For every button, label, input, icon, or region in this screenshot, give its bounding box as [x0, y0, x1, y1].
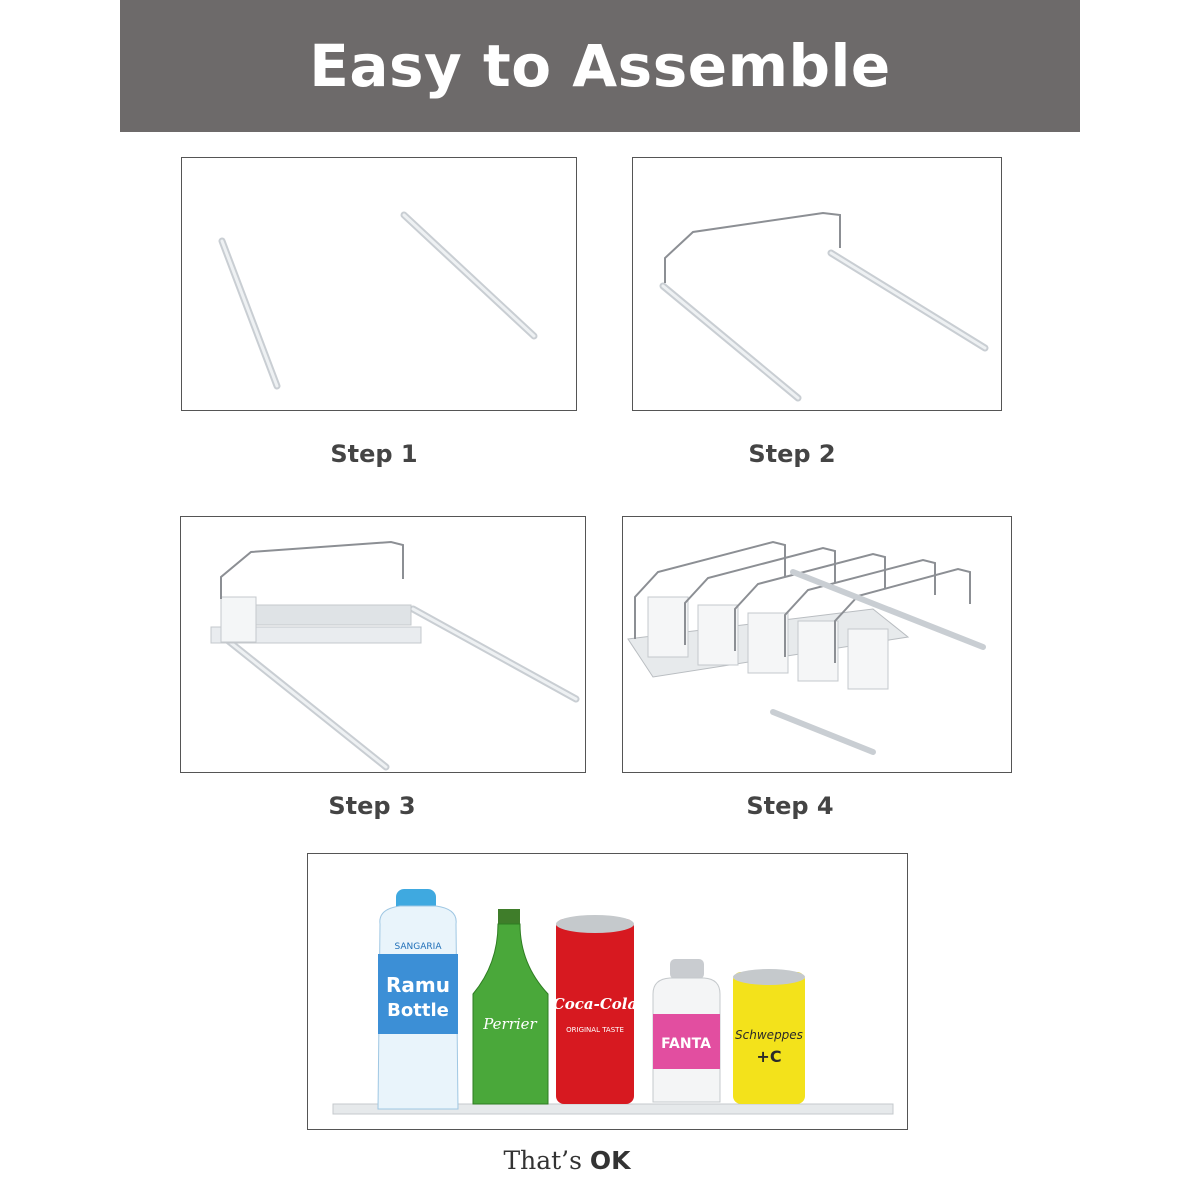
step-2-label: Step 2: [748, 440, 836, 468]
page-title: Easy to Assemble: [309, 32, 891, 100]
step-4-image: [622, 516, 1012, 773]
step-3-label: Step 3: [328, 792, 416, 820]
ramu-bottle-icon: [378, 889, 458, 1109]
svg-text:Coca-Cola: Coca-Cola: [552, 995, 638, 1013]
result-image: [307, 853, 908, 1130]
svg-text:+C: +C: [756, 1047, 782, 1066]
cola-can-icon: [553, 915, 637, 1104]
rail-with-divider-illustration: [633, 158, 1000, 409]
full-organizer-illustration: [623, 517, 1010, 771]
svg-text:ORIGINAL TASTE: ORIGINAL TASTE: [566, 1026, 624, 1034]
caption-emphasis: OK: [589, 1146, 631, 1175]
step-1-label: Step 1: [330, 440, 418, 468]
step-4-label: Step 4: [746, 792, 834, 820]
perrier-bottle-icon: [473, 909, 548, 1104]
svg-text:Bottle: Bottle: [387, 1000, 449, 1021]
step-2-image: [632, 157, 1002, 411]
drinks-in-organizer-illustration: [308, 854, 906, 1128]
schweppes-can-icon: [733, 969, 805, 1104]
svg-text:Ramu: Ramu: [386, 973, 450, 997]
result-caption: [467, 1146, 667, 1175]
pusher-tray-illustration: [181, 517, 584, 771]
step-3-image: [180, 516, 586, 773]
svg-text:SANGARIA: SANGARIA: [394, 942, 442, 952]
caption-prefix: That’s: [503, 1146, 590, 1175]
header-banner: [120, 0, 1080, 132]
fanta-bottle-icon: [653, 959, 720, 1102]
step-1-image: [181, 157, 577, 411]
svg-text:Perrier: Perrier: [483, 1015, 537, 1033]
svg-text:FANTA: FANTA: [661, 1036, 711, 1052]
rails-illustration: [182, 158, 575, 409]
svg-text:Schweppes: Schweppes: [735, 1028, 803, 1042]
